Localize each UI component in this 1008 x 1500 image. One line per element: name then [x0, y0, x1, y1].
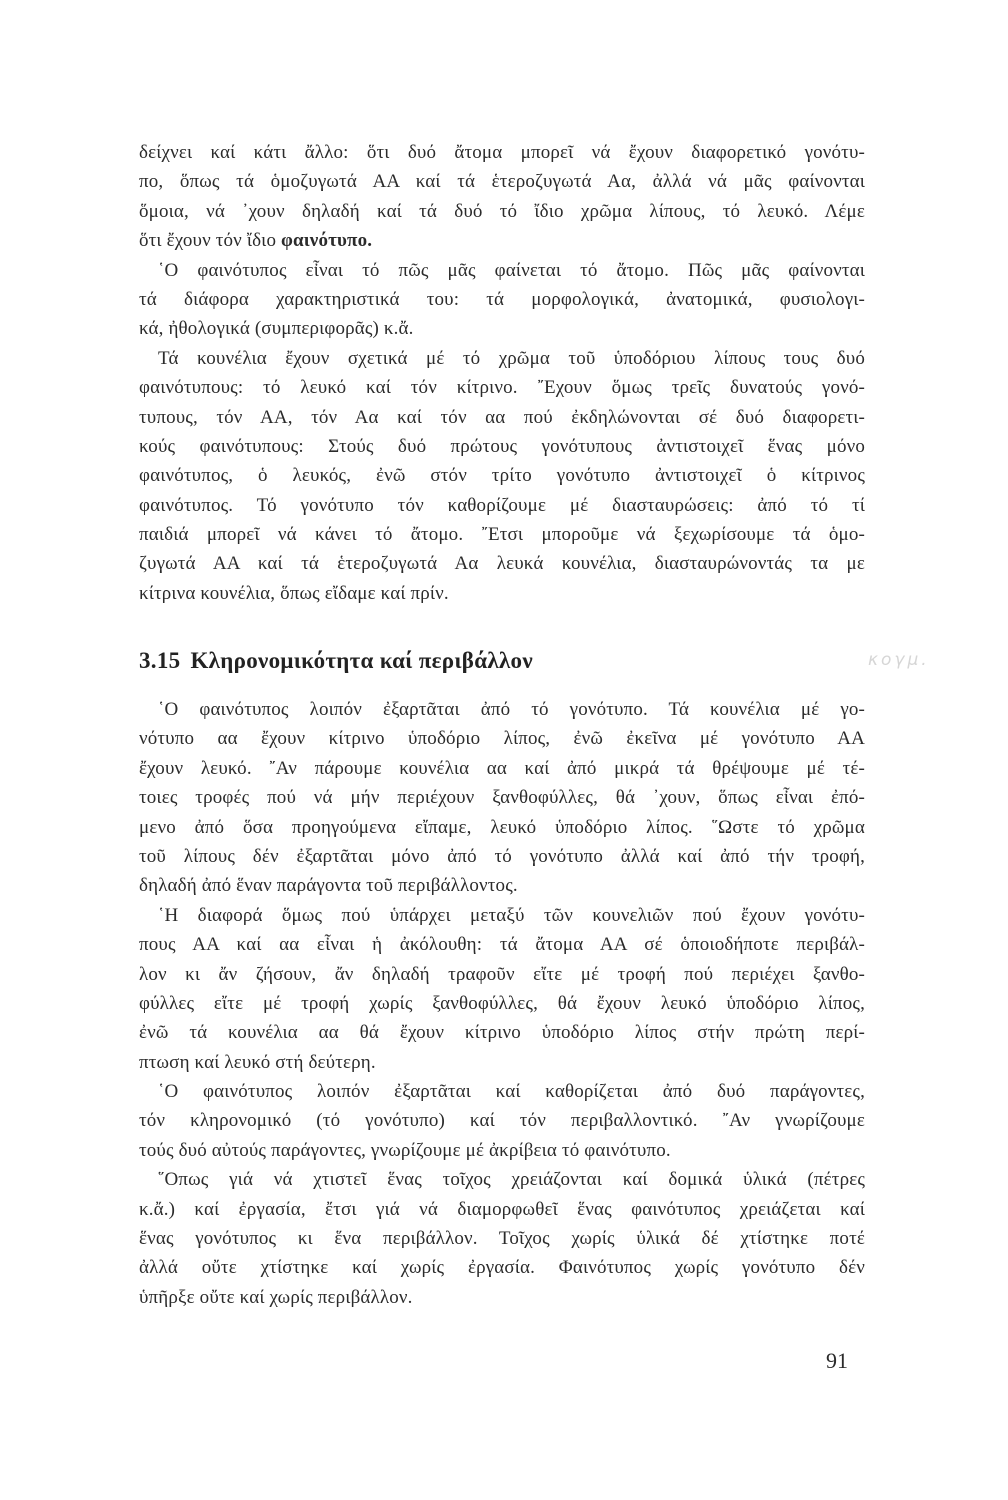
handwritten-marginalia: κογμ.: [868, 650, 930, 670]
text-line: τόν κληρονομικό (τό γονότυπο) καί τόν περιβαλλοντικό. ῎Αν γνωρίζουμε: [139, 1110, 865, 1132]
paragraph-wall-analogy: [139, 1165, 865, 1312]
text-line: μενο ἀπό ὅσα προηγούμενα εἴπαμε, λευκό ὑποδόριο λίπος. ῞Ωστε τό χρῶμα: [139, 816, 865, 838]
section-1-body: [139, 138, 865, 608]
text-line: δείχνει καί κάτι ἄλλο: ὅτι δυό ἄτομα μπορεῖ νά ἔχουν διαφορετικό γονότυ-: [139, 142, 865, 163]
text-line: κούς φαινότυπους: Στούς δυό πρώτους γονότυπους ἀντιστοιχεῖ ἕνας μόνο: [139, 435, 865, 457]
text-fragment: ὅτι ἔχουν τόν ἴδιο: [139, 230, 281, 252]
text-line: πο, ὅπως τά ὁμοζυγωτά ΑΑ καί τά ἑτεροζυγωτά Αα, ἀλλά νά μᾶς φαίνονται: [139, 171, 865, 193]
text-line: φύλλες εἴτε μέ τροφή χωρίς ξανθοφύλλες, θά ἔχουν λευκό ὑποδόριο λίπος,: [139, 992, 865, 1014]
paragraph-environment-dependence: [139, 695, 865, 901]
text-line: Τά κουνέλια ἔχουν σχετικά μέ τό χρῶμα τοῦ ὑποδόριου λίπους τους δυό: [158, 347, 865, 369]
text-line: [139, 226, 865, 255]
text-line: ῾Η διαφορά ὅμως πού ὑπάρχει μεταξύ τῶν κουνελιῶν πού ἔχουν γονότυ-: [158, 904, 865, 926]
text-line: κά, ἠθολογικά (συμπεριφορᾶς) κ.ἄ.: [139, 318, 414, 340]
text-line: ἔχουν λευκό. ῎Αν πάρουμε κουνέλια αα καί ἀπό μικρά τά θρέψουμε μέ τέ-: [139, 757, 865, 779]
text-line: ζυγωτά ΑΑ καί τά ἑτεροζυγωτά Αα λευκά κουνέλια, διασταυρώνοντάς τα με: [139, 553, 865, 575]
text-line: δηλαδή ἀπό ἕναν παράγοντα τοῦ περιβάλλοντος.: [139, 875, 518, 897]
text-line: φαινότυπος, ὁ λευκός, ἐνῶ στόν τρίτο γονότυπο ἀντιστοιχεῖ ὁ κίτρινος: [139, 465, 865, 487]
text-line: φαινότυπους: τό λευκό καί τόν κίτρινο. ῎Εχουν ὅμως τρεῖς δυνατούς γονό-: [139, 377, 865, 399]
text-line: ῾Ο φαινότυπος εἶναι τό πῶς μᾶς φαίνεται τό ἄτομο. Πῶς μᾶς φαίνονται: [158, 259, 865, 281]
text-line: κίτρινα κουνέλια, ὅπως εἴδαμε καί πρίν.: [139, 582, 449, 604]
paragraph-rabbit-fat-color: [139, 344, 865, 609]
text-line: παιδιά μπορεῖ νά κάνει τό ἄτομο. ῎Ετσι μποροῦμε νά ξεχωρίσουμε τά ὁμο-: [139, 524, 865, 546]
paragraph-phenotype-definition: [139, 256, 865, 344]
section-number: 3.15: [139, 648, 181, 673]
text-line: ῞Οπως γιά νά χτιστεῖ ἕνας τοῖχος χρειάζονται καί δομικά ὑλικά (πέτρες: [158, 1169, 865, 1191]
text-line: ἕνας γονότυπος κι ἕνα περιβάλλον. Τοῖχος χωρίς ὑλικά δέ χτίστηκε ποτέ: [139, 1228, 865, 1250]
text-line: τούς δυό αὐτούς παράγοντες, γνωρίζουμε μέ ἀκρίβεια τό φαινότυπο.: [139, 1139, 671, 1161]
text-line: ῾Ο φαινότυπος λοιπόν ἐξαρτᾶται ἀπό τό γονότυπο. Τά κουνέλια μέ γο-: [158, 699, 865, 720]
paragraph-two-factors: [139, 1077, 865, 1165]
text-line: ὅμοια, νά ᾽χουν δηλαδή καί τά δυό τό ἴδιο χρῶμα λίπους, τό λευκό. Λέμε: [139, 200, 865, 222]
page-number: 91: [826, 1348, 848, 1373]
text-line: ἐνῶ τά κουνέλια αα θά ἔχουν κίτρινο ὑποδόριο λίπος στήν πρώτη περί-: [139, 1022, 865, 1044]
text-line: κ.ἄ.) καί ἐργασία, ἔτσι γιά νά διαμορφωθεῖ ἕνας φαινότυπος χρειάζεται καί: [139, 1198, 865, 1220]
text-line: τά διάφορα χαρακτηριστικά του: τά μορφολογικά, ἀνατομικά, φυσιολογι-: [139, 288, 865, 310]
section-2-body: [139, 695, 865, 1312]
text-line: τοῦ λίπους δέν ἐξαρτᾶται μόνο ἀπό τό γονότυπο ἀλλά καί ἀπό τήν τροφή,: [139, 845, 865, 867]
text-line: πτωση καί λευκό στή δεύτερη.: [139, 1051, 376, 1073]
paragraph-genotype-difference: [139, 901, 865, 1077]
text-line: τοιες τροφές πού νά μήν περιέχουν ξανθοφύλλες, θά ᾽χουν, ὅπως εἶναι ἐπό-: [139, 787, 865, 809]
text-line: τυπους, τόν ΑΑ, τόν Αα καί τόν αα πού ἐκδηλώνονται σέ δυό διαφορετι-: [139, 406, 865, 428]
section-title: Κληρονομικότητα καί περιβάλλον: [190, 648, 533, 673]
term-phenotype: φαινότυπο.: [281, 230, 373, 252]
text-line: ὑπῆρξε οὔτε καί χωρίς περιβάλλον.: [139, 1286, 413, 1308]
section-heading: [139, 648, 533, 674]
text-line: φαινότυπος. Τό γονότυπο τόν καθορίζουμε μέ διασταυρώσεις: ἀπό τό τί: [139, 494, 865, 516]
text-line: νότυπο αα ἔχουν κίτρινο ὑποδόριο λίπος, ἐνῶ ἐκεῖνα μέ γονότυπο ΑΑ: [139, 728, 865, 750]
text-line: λον κι ἄν ζήσουν, ἄν δηλαδή τραφοῦν εἴτε μέ τροφή πού περιέχει ξανθο-: [139, 963, 865, 985]
paragraph-genotype-phenotype: [139, 138, 865, 256]
text-line: ῾Ο φαινότυπος λοιπόν ἐξαρτᾶται καί καθορίζεται ἀπό δυό παράγοντες,: [158, 1081, 865, 1103]
text-line: πους ΑΑ καί αα εἶναι ἡ ἀκόλουθη: τά ἄτομα ΑΑ σέ ὁποιοδήποτε περιβάλ-: [139, 934, 865, 956]
text-line: ἀλλά οὔτε χτίστηκε καί χωρίς ἐργασία. Φαινότυπος χωρίς γονότυπο δέν: [139, 1257, 865, 1279]
